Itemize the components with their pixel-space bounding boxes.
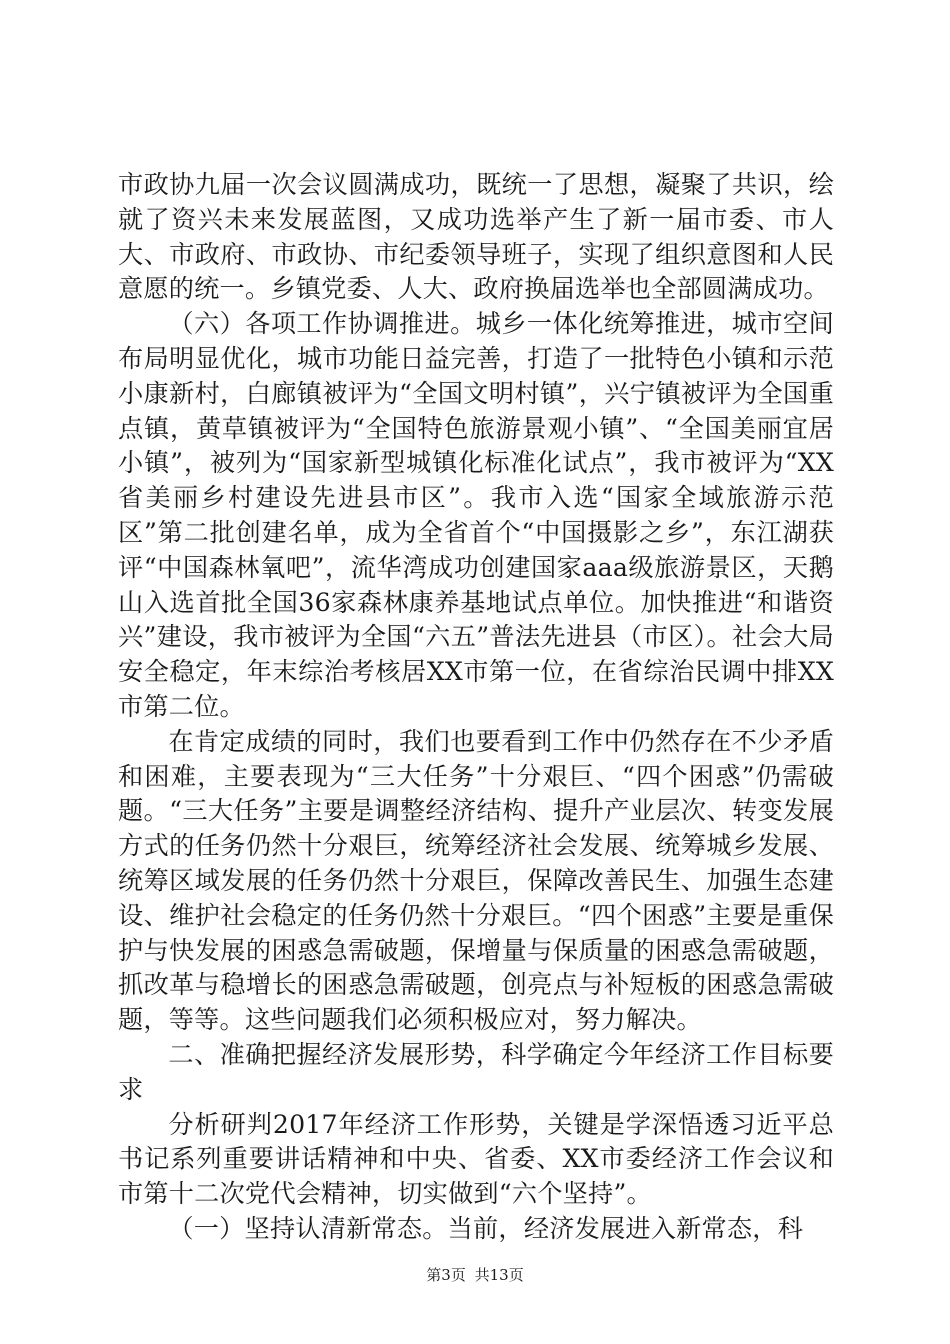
- paragraph-new-normal: （一）坚持认清新常态。当前，经济发展进入新常态，科: [168, 1213, 804, 1243]
- paragraph-election-summary: 市政协九届一次会议圆满成功，既统一了思想，凝聚了共识，绘就了资兴未来发展蓝图，又成功选举产生了新一届市委、市人大、市政府、市政协、市纪委领导班子，实现了组织意图和人民意愿的统一。乡镇党委、人大、政府换届选举也全部圆满成功。: [118, 170, 834, 304]
- page-number: 第3页: [426, 1266, 466, 1284]
- page-footer: [0, 1264, 950, 1285]
- paragraph-section-six: （六）各项工作协调推进。城乡一体化统筹推进，城市空间布局明显优化，城市功能日益完善，打造了一批特色小镇和示范小康新村，白廊镇被评为“全国文明村镇”，兴宁镇被评为全国重点镇，黄草镇被评为“全国特色旅游景观小镇”、“全国美丽宜居小镇”，被列为“国家新型城镇化标准化试点”，我市被评为“XX省美丽乡村建设先进县市区”。我市入选“国家全域旅游示范区”第二批创建名单，成为全省首个“中国摄影之乡”，东江湖获评“中国森林氧吧”，流华湾成功创建国家aaa级旅游景区，天鹅山入选首批全国36家森林康养基地试点单位。加快推进“和谐资兴”建设，我市被评为全国“六五”普法先进县（市区）。社会大局安全稳定，年末综治考核居XX市第一位，在省综治民调中排XX市第二位。: [118, 309, 834, 721]
- paragraph-problems: 在肯定成绩的同时，我们也要看到工作中仍然存在不少矛盾和困难，主要表现为“三大任务”十分艰巨、“四个困惑”仍需破题。“三大任务”主要是调整经济结构、提升产业层次、转变发展方式的任务仍然十分艰巨，统筹经济社会发展、统筹城乡发展、统筹区域发展的任务仍然十分艰巨，保障改善民生、加强生态建设、维护社会稳定的任务仍然十分艰巨。“四个困惑”主要是重保护与快发展的困惑急需破题，保增量与保质量的困惑急需破题，抓改革与稳增长的困惑急需破题，创亮点与补短板的困惑急需破题，等等。这些问题我们必须积极应对，努力解决。: [118, 726, 834, 1035]
- document-body: [118, 168, 834, 1247]
- paragraph-analysis: 分析研判2017年经济工作形势，关键是学深悟透习近平总书记系列重要讲话精神和中央、省委、XX市委经济工作会议和市第十二次党代会精神，切实做到“六个坚持”。: [118, 1109, 834, 1209]
- page-total: 共13页: [474, 1266, 524, 1284]
- section-heading-two: 二、准确把握经济发展形势，科学确定今年经济工作目标要求: [118, 1039, 834, 1104]
